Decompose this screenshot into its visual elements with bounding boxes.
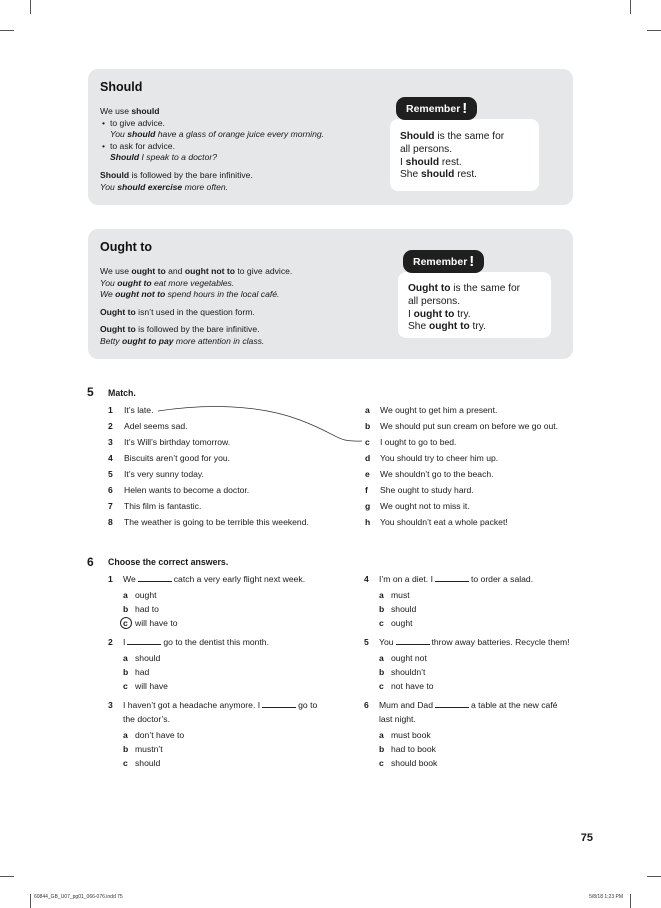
should-remember-tag: Remember ! xyxy=(396,97,477,120)
crop-mark xyxy=(647,30,661,31)
should-rule: Should is followed by the bare infinitive. xyxy=(100,169,253,180)
answer-blank xyxy=(127,637,161,645)
answer-blank xyxy=(396,637,430,645)
match-right-item: a We ought to get him a present. xyxy=(365,405,498,415)
question-2: 2 I go to the dentist this month. a should b had c will have xyxy=(108,637,269,691)
ought-example-1: You ought to eat more vegetables. xyxy=(100,277,235,288)
option-c[interactable]: c ought xyxy=(379,618,413,628)
should-example-1: You should have a glass of orange juice every morning. xyxy=(110,129,325,140)
option-b[interactable]: b had to xyxy=(123,604,159,614)
crop-mark xyxy=(30,0,31,14)
match-right-item: h You shouldn’t eat a whole packet! xyxy=(365,517,508,527)
should-bullet-ask: • to ask for advice. xyxy=(100,141,380,153)
option-a[interactable]: a must book xyxy=(379,730,431,740)
match-right-item: b We should put sun cream on before we go out. xyxy=(365,421,559,431)
option-c[interactable]: c should xyxy=(123,758,161,768)
exercise-5-number: 5 xyxy=(87,385,94,399)
answer-blank xyxy=(262,700,296,708)
should-bullet-advice: • to give advice. xyxy=(100,118,380,130)
option-a[interactable]: a ought xyxy=(123,590,157,600)
should-example-3: You should exercise more often. xyxy=(100,181,229,192)
exercise-6-number: 6 xyxy=(87,555,94,569)
should-example-2: Should I speak to a doctor? xyxy=(110,152,217,163)
question-1: 1 We catch a very early flight next week. a ought b had to c will have to xyxy=(108,574,306,628)
match-right-item: e We shouldn’t go to the beach. xyxy=(365,469,494,479)
match-left-item: 7 This film is fantastic. xyxy=(108,501,202,511)
exercise-5-title: Match. xyxy=(108,388,136,398)
match-right-item: d You should try to cheer him up. xyxy=(365,453,499,463)
crop-mark xyxy=(647,876,661,877)
option-a[interactable]: a should xyxy=(123,653,161,663)
crop-mark xyxy=(630,0,631,14)
answer-blank xyxy=(138,574,172,582)
page-number: 75 xyxy=(580,832,593,844)
option-c[interactable]: c will have to xyxy=(123,618,178,628)
option-b[interactable]: b had xyxy=(123,667,150,677)
crop-mark xyxy=(30,894,31,908)
match-left-item: 1 It’s late. xyxy=(108,405,154,415)
answer-blank xyxy=(435,574,469,582)
match-left-item: 8 The weather is going to be terrible this weekend. xyxy=(108,517,309,527)
ought-intro-line: We use ought to and ought not to to give advice. xyxy=(100,266,293,276)
ought-rule-infinitive: Ought to is followed by the bare infinitive. xyxy=(100,324,260,335)
match-left-item: 3 It’s Will’s birthday tomorrow. xyxy=(108,437,231,447)
ought-box-title: Ought to xyxy=(100,240,153,254)
ought-remember-tag: Remember ! xyxy=(403,250,484,273)
should-intro-line: We use should xyxy=(100,106,160,116)
question-4: 4 I’m on a diet. I to order a salad. a must b should c ought xyxy=(364,574,534,628)
match-left-item: 5 It’s very sunny today. xyxy=(108,469,204,479)
option-b[interactable]: b should xyxy=(379,604,417,614)
ought-box-body xyxy=(100,266,400,348)
option-b[interactable]: b had to book xyxy=(379,744,436,754)
should-box-body xyxy=(100,106,380,193)
question-6: 6 Mum and Dad a table at the new café last night. a must book b had to book c should book xyxy=(364,700,558,768)
option-c[interactable]: c will have xyxy=(123,681,168,691)
should-box-title: Should xyxy=(100,80,143,94)
answer-blank xyxy=(435,700,469,708)
match-left-item: 2 Adel seems sad. xyxy=(108,421,188,431)
ought-example-2: We ought not to spend hours in the local café. xyxy=(100,289,280,300)
option-a[interactable]: a don’t have to xyxy=(123,730,185,740)
match-left-item: 4 Biscuits aren’t good for you. xyxy=(108,453,231,463)
footer-file-info: 60844_GB_U07_pg01_066-076.indd 75 xyxy=(34,894,123,900)
should-grammar-box xyxy=(88,69,573,205)
option-a[interactable]: a must xyxy=(379,590,410,600)
option-a[interactable]: a ought not xyxy=(379,653,427,663)
ought-rule-question: Ought to isn’t used in the question form. xyxy=(100,306,255,317)
ought-remember-card: Ought to is the same for all persons. I ought to try. She ought to try. xyxy=(398,272,551,338)
crop-mark xyxy=(0,30,14,31)
option-c[interactable]: c should book xyxy=(379,758,438,768)
example-answer-circle xyxy=(120,617,132,629)
exercise-6-title: Choose the correct answers. xyxy=(108,557,229,567)
option-c[interactable]: c not have to xyxy=(379,681,434,691)
option-b[interactable]: b mustn’t xyxy=(123,744,163,754)
crop-mark xyxy=(0,876,14,877)
match-right-item: f She ought to study hard. xyxy=(365,485,474,495)
ought-example-3: Betty ought to pay more attention in class. xyxy=(100,335,265,346)
question-3: 3 I haven’t got a headache anymore. I go to the doctor’s. a don’t have to b mustn’t c should xyxy=(108,700,318,768)
should-remember-card: Should is the same for all persons. I should rest. She should rest. xyxy=(390,119,539,191)
question-5: 5 You throw away batteries. Recycle them! a ought not b shouldn’t c not have to xyxy=(364,637,570,691)
ought-to-grammar-box xyxy=(88,229,573,359)
footer-timestamp: 5/8/18 1:23 PM xyxy=(589,894,623,900)
match-right-item: c I ought to go to bed. xyxy=(365,437,457,447)
match-left-item: 6 Helen wants to become a doctor. xyxy=(108,485,250,495)
crop-mark xyxy=(630,894,631,908)
option-b[interactable]: b shouldn’t xyxy=(379,667,426,677)
match-right-item: g We ought not to miss it. xyxy=(365,501,470,511)
